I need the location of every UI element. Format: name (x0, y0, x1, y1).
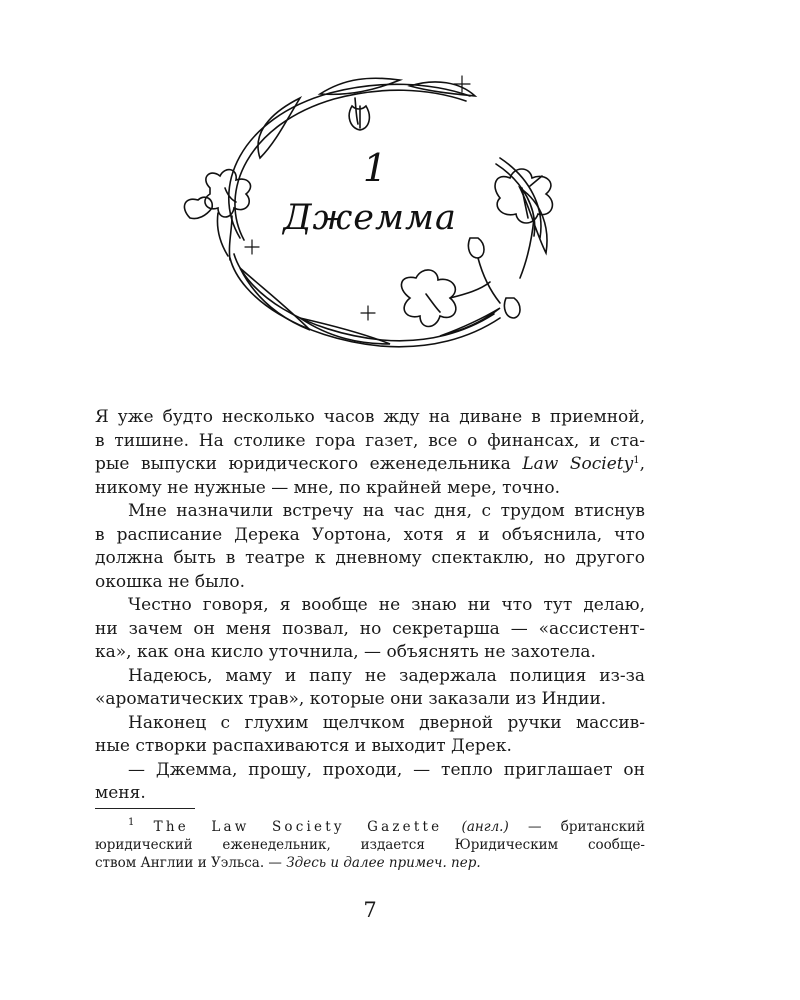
paragraph (95, 712, 645, 759)
text-line: никому не нужные — мне, по крайней мере, точно. (95, 477, 561, 498)
paragraph (95, 500, 645, 594)
text-line: Я уже будто несколько часов жду на диване в приемной, (95, 407, 645, 427)
paragraph (95, 594, 645, 665)
footnote-number: 1 (128, 817, 135, 828)
footnote-ref[interactable]: 1 (633, 455, 640, 466)
text-line: в расписание Дерека Уортона, хотя я и объяснила, что (95, 524, 645, 545)
text-line: Наконец с глухим щелчком дверной ручки массив- (128, 712, 645, 733)
paragraph (95, 665, 645, 712)
footnote-note: Здесь и далее примеч. пер. (286, 855, 481, 871)
text-line: меня. (95, 783, 146, 803)
page-number: 7 (363, 898, 377, 922)
text-line: ка», как она кисло уточнила, — объяснять не захотела. (95, 642, 596, 662)
footnote-lang: (англ.) (461, 819, 509, 835)
paragraph (95, 406, 645, 500)
footnote (95, 818, 645, 872)
chapter-number: 1 (362, 146, 388, 190)
text-line: в тишине. На столике гора газет, все о финансах, и ста- (95, 430, 645, 451)
footnote-source: The Law Society Gazette (153, 819, 443, 835)
footnote-line: ством Англии и Уэльса. — Здесь и далее примеч. пер. (95, 855, 481, 871)
text-line: Мне назначили встречу на час дня, с трудом втиснув (128, 501, 645, 521)
footnote-divider (95, 808, 195, 809)
footnote-line: $^1$ The Law Society Gazette (англ.) — британский (128, 817, 645, 835)
body-text (95, 406, 645, 806)
italic-title: Law Society (522, 454, 634, 474)
paragraph (95, 759, 645, 806)
text-line: Надеюсь, маму и папу не задержала полиция из-за (128, 665, 645, 686)
chapter-title: Джемма (283, 198, 457, 238)
text-line: должна быть в театре к дневному спектаклю, но другого (95, 548, 645, 568)
text-line: ни зачем он меня позвал, но секретарша — «ассистент- (95, 618, 645, 639)
text-line: окошка не было. (95, 571, 246, 592)
text-line: — Джемма, прошу, проходи, — тепло приглашает он (128, 759, 645, 780)
footnote-line: юридический еженедельник, издается Юридическим сообще- (95, 837, 645, 853)
text-line: Честно говоря, я вообще не знаю ни что тут делаю, (128, 595, 645, 615)
text-line: ные створки распахиваются и выходит Дерек. (95, 736, 512, 756)
text-line: «ароматических трав», которые они заказали из Индии. (95, 689, 607, 709)
text-line: рые выпуски юридического еженедельника Law Society$^1$, (95, 454, 645, 474)
